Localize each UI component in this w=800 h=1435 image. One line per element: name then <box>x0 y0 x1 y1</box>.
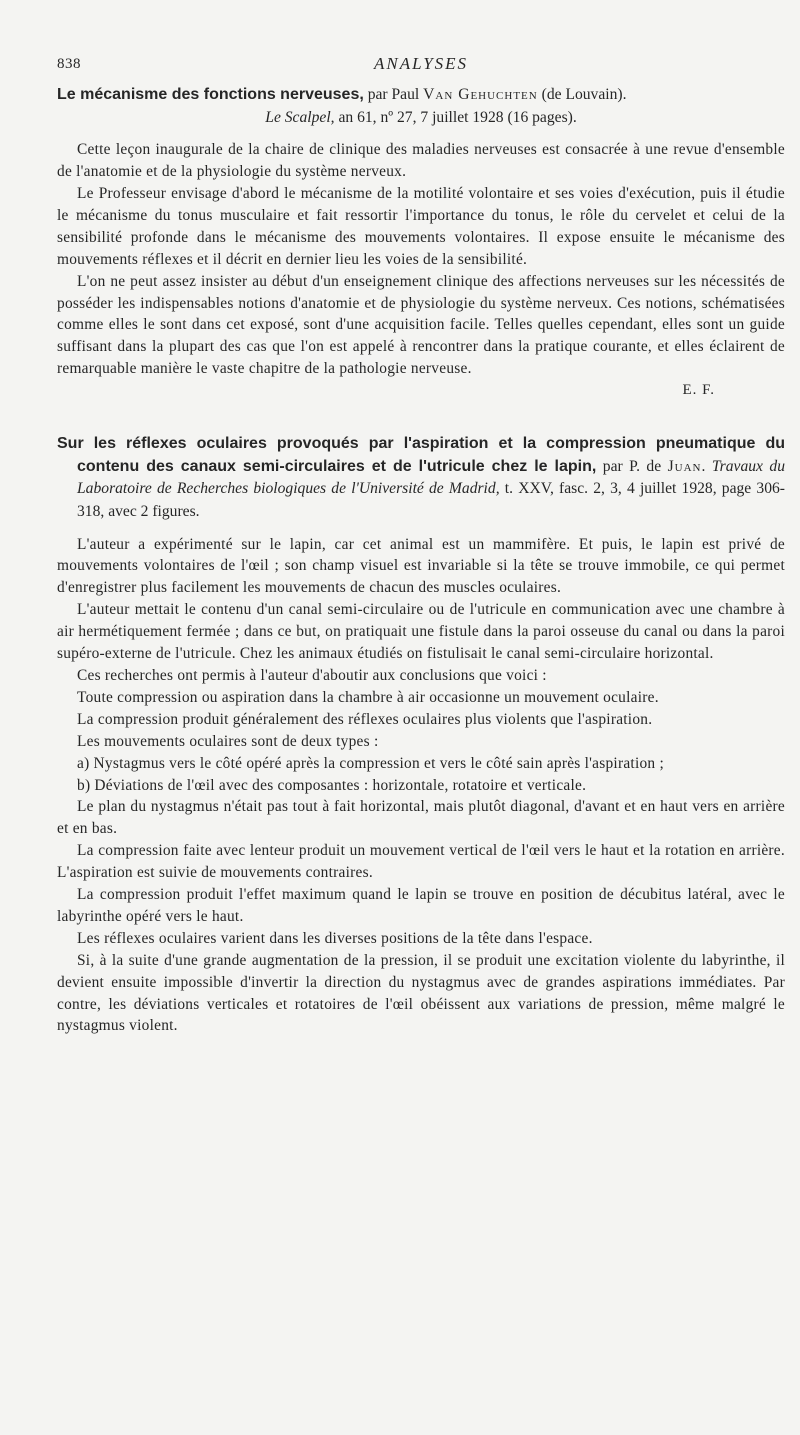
review-journal: Le Scalpel, <box>265 108 335 126</box>
paragraph: Les réflexes oculaires varient dans les diverses positions de la tête dans l'espace. <box>77 929 593 947</box>
review-reference <box>57 84 785 129</box>
paragraph: L'on ne peut assez insister au début d'un enseignement clinique des affections nerveuses sur les nécessités de posséder les indispensables notions d'anatomie et de physiologie du système nerveux. Ces notions, schématisées comme elles le sont dans cet exposé, sont d'une acquisition facile. Telles quelles cependant, elles sont un guide suffisant dans la plupart des cas que l'on est appelé à rencontrer dans la pratique courante, et elles éclairent de remarquable manière le vaste chapitre de la pathologie nerveuse. <box>57 272 785 378</box>
paragraph: Le plan du nystagmus n'était pas tout à fait horizontal, mais plutôt diagonal, d'avant et en haut vers en arrière et en bas. <box>57 798 785 838</box>
review-affiliation: (de Louvain). <box>537 86 627 103</box>
review-details: an 61, nº 27, 7 juillet 1928 (16 pages). <box>334 108 577 126</box>
list-item: a) Nystagmus vers le côté opéré après la compression et vers le côté sain après l'aspiration ; <box>77 754 664 772</box>
paragraph: Les mouvements oculaires sont de deux types : <box>77 732 379 750</box>
page-header <box>57 52 785 84</box>
review-author: Van Gehuchten <box>423 86 538 103</box>
running-head: ANALYSES <box>373 54 469 73</box>
review-author: Juan <box>667 457 702 475</box>
review-author-sep: . <box>701 457 712 475</box>
paragraph: L'auteur a expérimenté sur le lapin, car cet animal est un mammifère. Et puis, le lapin est privé de mouvements volontaires de l'œil ; son champ visuel est invariable si la tête se trouve immobile, ce qui permet d'enregistrer plus facilement les mouvements de chacun des muscles oculaires. <box>57 535 785 597</box>
journal-page <box>57 52 785 1037</box>
review-by: par P. de <box>596 457 668 475</box>
review-journal: Travaux du Laboratoire de Recherches biologiques de l'Université de Madrid, <box>77 457 785 498</box>
review-title: Le mécanisme des fonctions nerveuses, <box>57 86 364 103</box>
review-signature: E. F. <box>682 382 715 399</box>
review-mecanisme <box>57 84 785 399</box>
list-item: b) Déviations de l'œil avec des composantes : horizontale, rotatoire et verticale. <box>77 776 587 794</box>
paragraph: Ces recherches ont permis à l'auteur d'aboutir aux conclusions que voici : <box>77 666 547 684</box>
review-details: t. XXV, fasc. 2, 3, 4 juillet 1928, page 306-318, avec 2 figures. <box>77 480 785 520</box>
paragraph: Toute compression ou aspiration dans la chambre à air occasionne un mouvement oculaire. <box>77 688 659 706</box>
paragraph: La compression produit l'effet maximum quand le lapin se trouve en position de décubitus latéral, avec le labyrinthe opéré vers le haut. <box>57 886 785 925</box>
paragraph: Le Professeur envisage d'abord le mécanisme de la motilité volontaire et ses voies d'exécution, puis il étudie le mécanisme du tonus musculaire et fait ressortir l'importance du tonus, le rôle du cervelet et celui de la sensibilité profonde dans le mécanisme des mouvements volontaires. Il expose ensuite le mécanisme des mouvements réflexes et il décrit en dernier lieu les voies de la sensibilité. <box>57 185 785 268</box>
paragraph: Si, à la suite d'une grande augmentation de la pression, il se produit une excitation violente du labyrinthe, il devient ensuite impossible d'invertir la direction du nystagmus avec de grandes aspirations immédiates. Par contre, les déviations verticales et rotatoires de l'œil obéissent aux variations de pression, même malgré le nystagmus violent. <box>57 951 785 1035</box>
paragraph: L'auteur mettait le contenu d'un canal semi-circulaire ou de l'utricule en communication avec une chambre à air hermétiquement fermée ; dans ce but, on pratiquait une fistule dans la paroi osseuse du canal ou dans la paroi supéro-externe de l'utricule. Chez les animaux étudiés on fistulisait le canal semi-circulaire horizontal. <box>57 601 785 663</box>
review-by: par Paul <box>363 86 424 103</box>
review-title: Sur les réflexes oculaires provoqués par l'aspiration et la compression pneumatique du contenu des canaux semi-circulaires et de l'utricule chez le lapin, <box>57 435 785 475</box>
review-source <box>57 107 785 130</box>
review-reference <box>57 433 785 523</box>
paragraph: Cette leçon inaugurale de la chaire de clinique des maladies nerveuses est consacrée à une revue d'ensemble de l'anatomie et de la physiologie du système nerveux. <box>57 141 785 181</box>
page-number: 838 <box>57 56 81 72</box>
review-reflexes-oculaires <box>57 433 785 1037</box>
paragraph: La compression faite avec lenteur produit un mouvement vertical de l'œil vers le haut et la rotation en arrière. L'aspiration est suivie de mouvements contraires. <box>57 842 785 882</box>
paragraph: La compression produit généralement des réflexes oculaires plus violents que l'aspiration. <box>77 710 653 728</box>
